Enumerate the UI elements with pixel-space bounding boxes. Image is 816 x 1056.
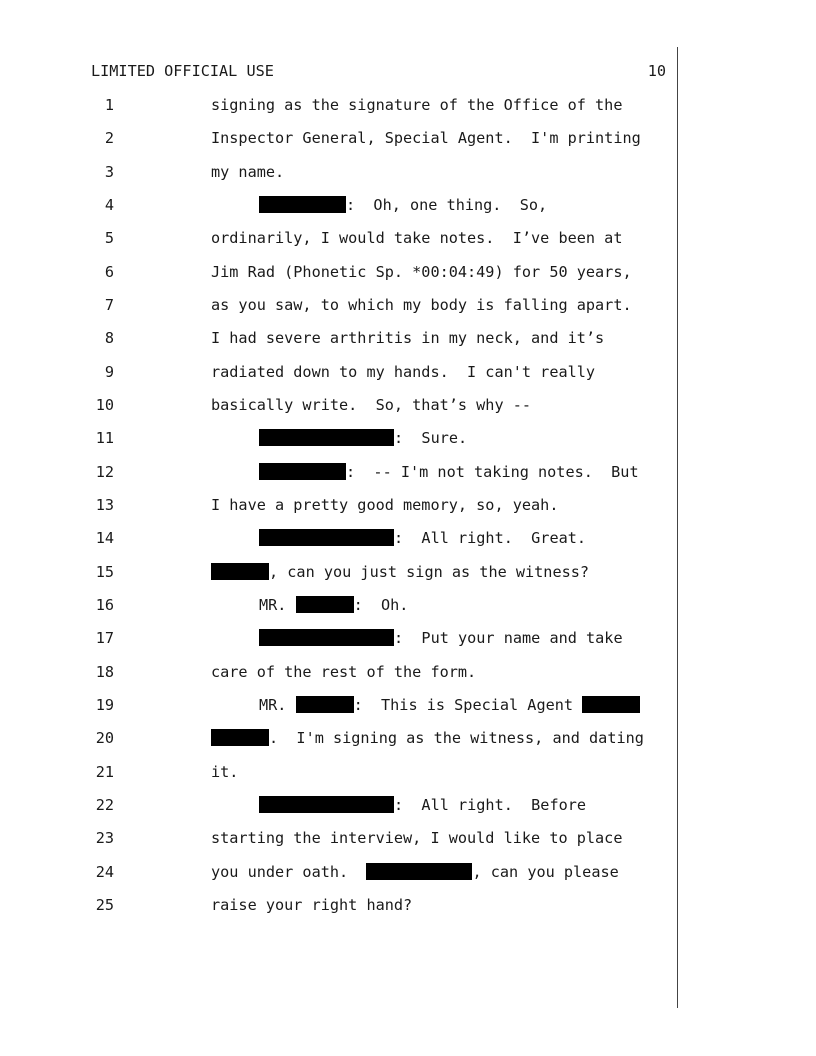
transcript-line [0,196,700,216]
line-number: 6 [104,263,114,281]
line-text: raise your right hand? [211,896,413,914]
transcript-line [0,729,700,749]
transcript-line [0,829,700,849]
redaction-block [259,629,394,646]
line-text: : Put your name and take [259,629,623,647]
transcript-line [0,663,700,683]
classification-header: LIMITED OFFICIAL USE [91,62,274,80]
transcript-line [0,229,700,249]
line-number: 8 [104,329,114,347]
redaction-block [211,563,269,580]
redaction-block [582,696,640,713]
transcript-line [0,696,700,716]
redaction-block [259,796,394,813]
line-number: 9 [104,363,114,381]
transcript-line [0,463,700,483]
transcript-line [0,496,700,516]
line-number: 2 [104,129,114,147]
line-text: : -- I'm not taking notes. But [259,463,639,481]
line-text: radiated down to my hands. I can't really [211,363,596,381]
redaction-block [259,529,394,546]
transcript-line [0,863,700,883]
line-text: , can you just sign as the witness? [211,563,589,581]
transcript-line [0,596,700,616]
line-text: I had severe arthritis in my neck, and it’s [211,329,605,347]
line-text: my name. [211,163,285,181]
line-text: : Sure. [259,429,467,447]
line-text: MR. : Oh. [259,596,409,614]
line-text: Jim Rad (Phonetic Sp. *00:04:49) for 50 years, [211,263,632,281]
line-number: 17 [95,629,114,647]
transcript-line [0,629,700,649]
line-number: 18 [95,663,114,681]
line-number: 19 [95,696,114,714]
line-number: 7 [104,296,114,314]
line-text: you under oath. , can you please [211,863,619,881]
line-number: 5 [104,229,114,247]
redaction-block [259,463,346,480]
redaction-block [259,429,394,446]
line-text: : Oh, one thing. So, [259,196,547,214]
page-number: 10 [647,62,666,80]
transcript-line [0,363,700,383]
line-number: 15 [95,563,114,581]
line-number: 16 [95,596,114,614]
redaction-block [366,863,472,880]
transcript-line [0,896,700,916]
redaction-block [211,729,269,746]
transcript-line [0,796,700,816]
line-text: . I'm signing as the witness, and dating [211,729,644,747]
line-text: : All right. Great. [259,529,586,547]
line-number: 25 [95,896,114,914]
transcript-line [0,563,700,583]
line-number: 3 [104,163,114,181]
line-number: 10 [95,396,114,414]
line-text: basically write. So, that’s why -- [211,396,532,414]
transcript-line [0,129,700,149]
line-number: 20 [95,729,114,747]
line-text: it. [211,763,239,781]
line-text: MR. : This is Special Agent [259,696,640,714]
transcript-line [0,763,700,783]
transcript-line [0,529,700,549]
line-text: : All right. Before [259,796,586,814]
line-number: 4 [104,196,114,214]
line-text: care of the rest of the form. [211,663,477,681]
line-text: starting the interview, I would like to place [211,829,623,847]
redaction-block [296,596,354,613]
line-text: signing as the signature of the Office of the [211,96,623,114]
transcript-line [0,429,700,449]
line-text: ordinarily, I would take notes. I’ve been at [211,229,623,247]
transcript-line [0,296,700,316]
transcript-line [0,396,700,416]
transcript-line [0,96,700,116]
line-number: 24 [95,863,114,881]
transcript-line [0,329,700,349]
line-text: Inspector General, Special Agent. I'm printing [211,129,641,147]
line-text: I have a pretty good memory, so, yeah. [211,496,559,514]
line-number: 23 [95,829,114,847]
line-number: 1 [104,96,114,114]
transcript-line [0,163,700,183]
line-number: 22 [95,796,114,814]
redaction-block [259,196,346,213]
line-number: 14 [95,529,114,547]
line-text: as you saw, to which my body is falling apart. [211,296,632,314]
transcript-line [0,263,700,283]
line-number: 12 [95,463,114,481]
redaction-block [296,696,354,713]
line-number: 11 [95,429,114,447]
line-number: 21 [95,763,114,781]
line-number: 13 [95,496,114,514]
